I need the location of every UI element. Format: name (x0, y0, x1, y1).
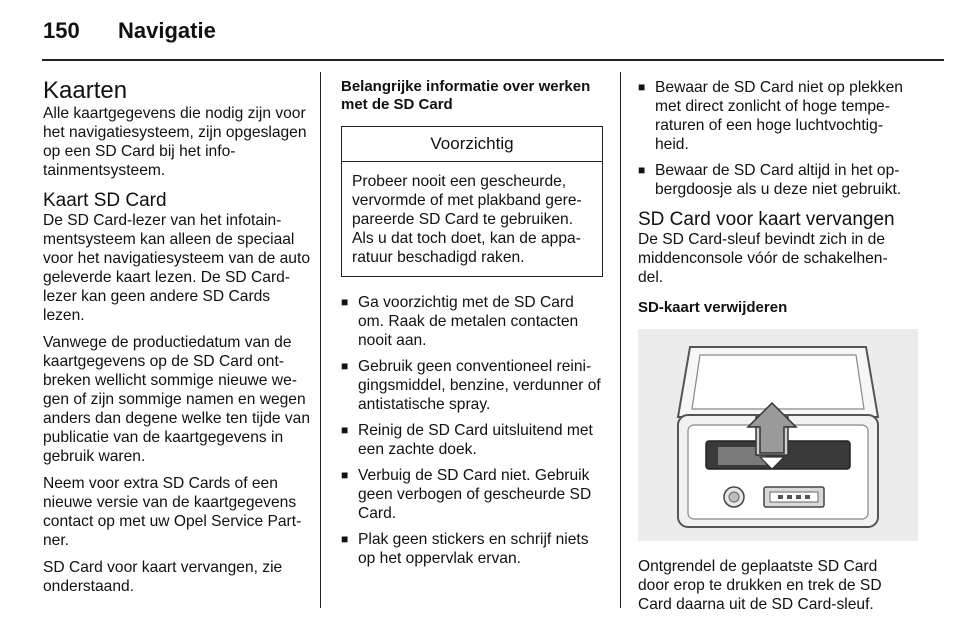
important-info-heading: Belangrijke informatie over werken met de SD Card (341, 78, 591, 113)
page-header (0, 0, 960, 62)
list-item: ■ Gebruik geen conventioneel reinigingsmiddel, benzine, verdunner of antistatische spray. (341, 357, 603, 414)
column-3 (638, 72, 904, 622)
paragraph-extra-cards: Neem voor extra SD Cards of een nieuwe versie van de kaartgegevens contact op met uw Opel Service Partner. (43, 475, 302, 549)
list-item: ■ Plak geen stickers en schrijf niets op het oppervlak ervan. (341, 530, 603, 568)
sd-card-slot-illustration (638, 329, 918, 541)
paragraph-see-below: SD Card voor kaart vervangen, zie onderstaand. (43, 559, 283, 595)
caution-text: Probeer nooit een gescheurde, vervormde of met plakband gerepareerde SD Card te gebruiken. Als u dat toch doet, kan de apparatuur beschadigd raken. (352, 173, 582, 266)
figure-caption: Ontgrendel de geplaatste SD Card door erop te drukken en trek de SD Card daarna uit de SD Card-sleuf. (638, 558, 882, 613)
paragraph-slot-location: De SD Card-sleuf bevindt zich in de middenconsole vóór de schakelhendel. (638, 231, 888, 286)
storage-bullet-list (638, 78, 904, 199)
column-divider-1 (320, 72, 321, 608)
sd-slot-drawing (638, 329, 918, 541)
column-divider-2 (620, 72, 621, 608)
list-item: ■ Bewaar de SD Card niet op plekken met direct zonlicht of hoge temperaturen of een hoge luchtvochtigheid. (638, 78, 904, 154)
handling-bullet-list (341, 293, 603, 568)
header-divider (42, 59, 944, 61)
subheading-kaart-sd-card: Kaart SD Card (43, 190, 167, 211)
caution-box (341, 126, 603, 277)
list-item: ■ Reinig de SD Card uitsluitend met een zachte doek. (341, 421, 603, 459)
intro-paragraph: Alle kaartgegevens die nodig zijn voor het navigatiesysteem, zijn opgeslagen op een SD Card bij het infotainmentsysteem. (43, 105, 307, 179)
main-heading: Kaarten (43, 77, 128, 104)
paragraph-production-date: Vanwege de productiedatum van de kaartgegevens op de SD Card ontbreken wellicht sommige nieuwe wegen of zijn sommige namen en wegen anders dan degene welke ten tijde van publicatie van de kaartgegevens in gebruik waren. (43, 334, 311, 465)
list-item: ■ Ga voorzichtig met de SD Card om. Raak de metalen contacten nooit aan. (341, 293, 603, 350)
remove-card-heading: SD-kaart verwijderen (638, 299, 788, 316)
paragraph-sd-reader: De SD Card-lezer van het infotainmentsysteem kan alleen de speciaal voor het navigatiesysteem van de auto geleverde kaart lezen. De SD Card-lezer kan geen andere SD Cards lezen. (43, 212, 310, 324)
caution-title: Voorzichtig (342, 127, 602, 162)
column-1 (43, 72, 311, 604)
column-2 (341, 72, 603, 575)
list-item: ■ Verbuig de SD Card niet. Gebruik geen verbogen of gescheurde SD Card. (341, 466, 603, 523)
page-number: 150 (43, 18, 80, 43)
subheading-replace-card: SD Card voor kaart vervangen (638, 209, 895, 230)
section-title: Navigatie (118, 18, 216, 43)
list-item: ■ Bewaar de SD Card altijd in het opbergdoosje als u deze niet gebruikt. (638, 161, 904, 199)
